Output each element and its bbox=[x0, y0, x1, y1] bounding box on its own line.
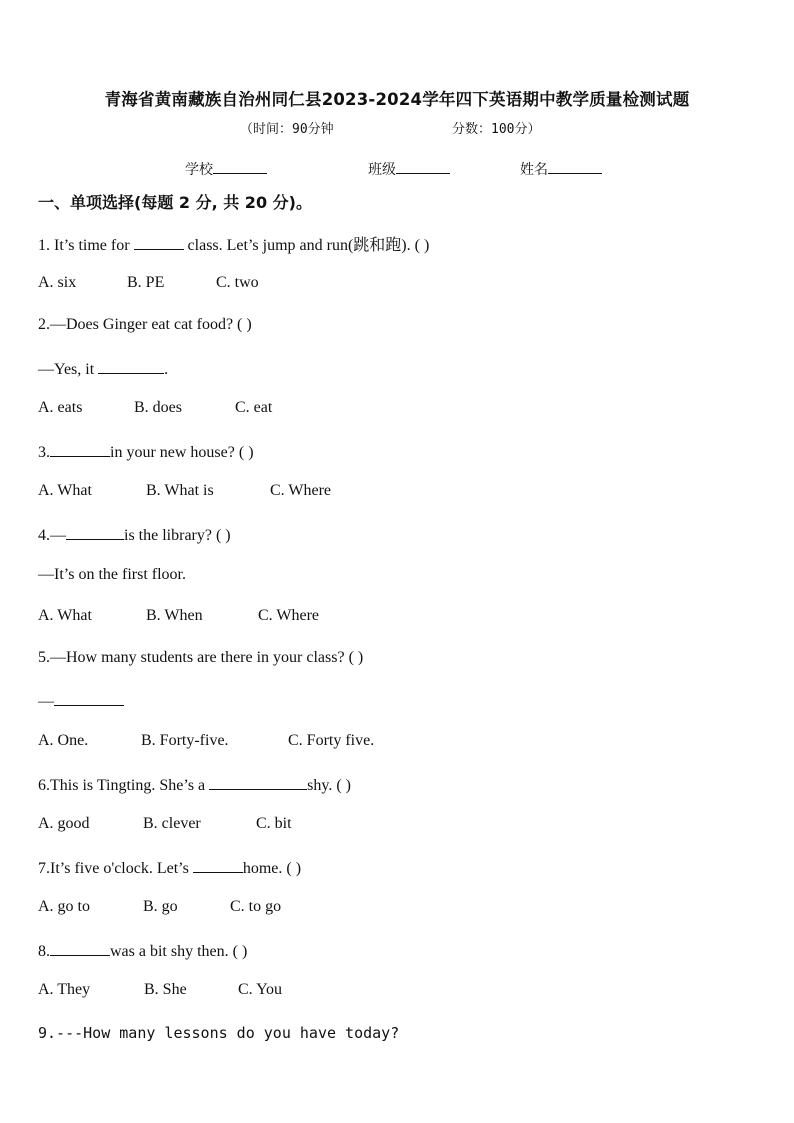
question-4-option-c[interactable]: C. Where bbox=[258, 607, 320, 624]
question-2-blank[interactable] bbox=[98, 358, 164, 374]
question-3-text: in your new house? ( ) bbox=[110, 444, 254, 461]
question-4 bbox=[38, 524, 231, 545]
question-7-option-c[interactable]: C. to go bbox=[230, 898, 282, 915]
question-2: 2.—Does Ginger eat cat food? ( ) bbox=[38, 316, 252, 333]
question-7-text-start: 7.It’s five o'clock. Let’s bbox=[38, 860, 193, 877]
question-5: 5.—How many students are there in your class? ( ) bbox=[38, 649, 364, 666]
school-field bbox=[185, 159, 267, 179]
question-4-option-a[interactable]: A. What bbox=[38, 607, 92, 624]
question-4-number: 4.— bbox=[38, 527, 66, 544]
exam-title: 青海省黄南藏族自治州同仁县2023-2024学年四下英语期中教学质量检测试题 bbox=[104, 90, 690, 109]
question-4-option-b[interactable]: B. When bbox=[146, 607, 203, 624]
question-2-option-b[interactable]: B. does bbox=[134, 399, 182, 416]
question-8-number: 8. bbox=[38, 943, 50, 960]
section-heading: 一、单项选择(每题 2 分, 共 20 分)。 bbox=[38, 193, 312, 212]
question-5-blank[interactable] bbox=[54, 690, 124, 706]
question-7-text-end: home. ( ) bbox=[242, 860, 302, 877]
question-5-option-a[interactable]: A. One. bbox=[38, 732, 89, 749]
question-3-option-b[interactable]: B. What is bbox=[146, 482, 214, 499]
question-1-text-end: class. Let’s jump and run(跳和跑). ( ) bbox=[183, 237, 430, 254]
question-4-blank[interactable] bbox=[66, 524, 124, 540]
question-9: 9.---How many lessons do you have today? bbox=[38, 1024, 400, 1042]
question-2-reply-end: . bbox=[164, 361, 169, 378]
question-5-option-b[interactable]: B. Forty-five. bbox=[141, 732, 229, 749]
question-6-text-start: 6.This is Tingting. She’s a bbox=[38, 777, 210, 794]
question-3-option-c[interactable]: C. Where bbox=[270, 482, 332, 499]
question-3 bbox=[38, 441, 254, 462]
question-3-blank[interactable] bbox=[50, 441, 110, 457]
question-6-text-end: shy. ( ) bbox=[307, 777, 351, 794]
class-blank[interactable] bbox=[396, 159, 450, 174]
question-3-number: 3. bbox=[38, 444, 50, 461]
school-label: 学校 bbox=[185, 162, 213, 178]
question-1-text-start: 1. It’s time for bbox=[38, 237, 134, 254]
question-8-option-a[interactable]: A. They bbox=[38, 981, 91, 998]
question-8-option-b[interactable]: B. She bbox=[144, 981, 187, 998]
question-7 bbox=[38, 857, 301, 878]
question-6-blank[interactable] bbox=[209, 774, 307, 790]
name-field bbox=[520, 159, 602, 179]
question-3-option-a[interactable]: A. What bbox=[38, 482, 92, 499]
time-limit: （时间：90分钟 bbox=[240, 122, 334, 137]
question-6 bbox=[38, 774, 351, 795]
question-4-text: is the library? ( ) bbox=[124, 527, 231, 544]
name-blank[interactable] bbox=[548, 159, 602, 174]
question-6-option-a[interactable]: A. good bbox=[38, 815, 90, 832]
question-8 bbox=[38, 940, 247, 961]
question-8-text: was a bit shy then. ( ) bbox=[110, 943, 248, 960]
question-5-reply bbox=[38, 690, 124, 711]
question-2-reply-text: —Yes, it bbox=[38, 361, 99, 378]
question-2-option-c[interactable]: C. eat bbox=[235, 399, 273, 416]
question-2-option-a[interactable]: A. eats bbox=[38, 399, 83, 416]
question-4-reply: —It’s on the first floor. bbox=[38, 566, 186, 583]
class-field bbox=[368, 159, 450, 179]
question-1-option-c[interactable]: C. two bbox=[216, 274, 259, 291]
question-7-option-a[interactable]: A. go to bbox=[38, 898, 90, 915]
question-5-reply-dash: — bbox=[38, 693, 54, 710]
question-8-option-c[interactable]: C. You bbox=[238, 981, 283, 998]
question-5-option-c[interactable]: C. Forty five. bbox=[288, 732, 375, 749]
question-7-option-b[interactable]: B. go bbox=[143, 898, 178, 915]
question-6-option-c[interactable]: C. bit bbox=[256, 815, 292, 832]
question-6-option-b[interactable]: B. clever bbox=[143, 815, 201, 832]
school-blank[interactable] bbox=[213, 159, 267, 174]
question-1-option-a[interactable]: A. six bbox=[38, 274, 77, 291]
question-7-blank[interactable] bbox=[193, 857, 243, 873]
name-label: 姓名 bbox=[520, 162, 548, 178]
question-1-blank[interactable] bbox=[134, 234, 184, 250]
question-2-reply bbox=[38, 358, 168, 379]
class-label: 班级 bbox=[368, 162, 396, 178]
question-8-blank[interactable] bbox=[50, 940, 110, 956]
question-1-option-b[interactable]: B. PE bbox=[127, 274, 165, 291]
question-1 bbox=[38, 232, 429, 255]
total-score: 分数：100分） bbox=[452, 122, 541, 137]
